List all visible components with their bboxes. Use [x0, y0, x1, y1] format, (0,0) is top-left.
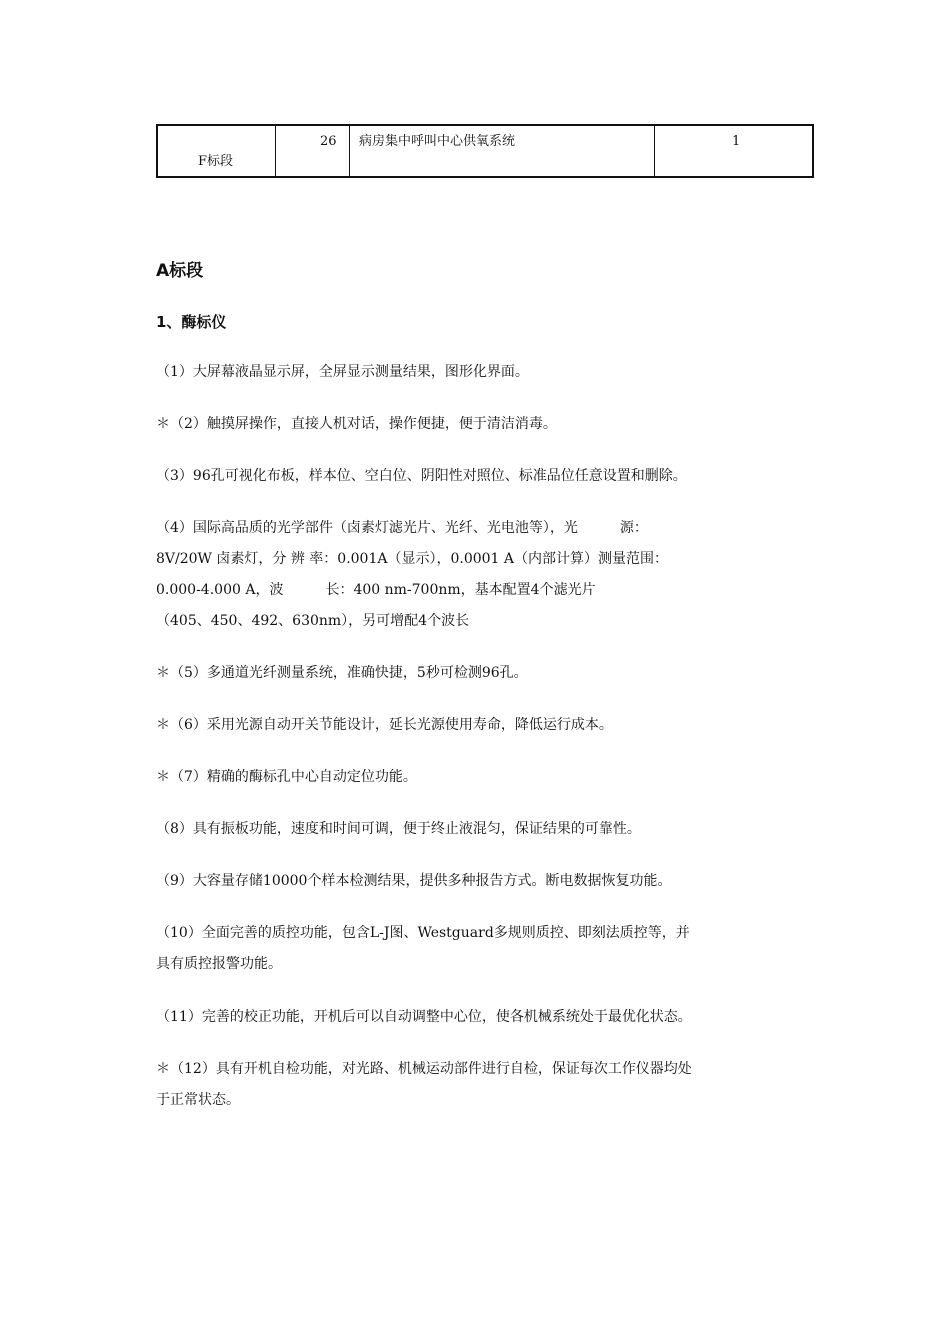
paragraph-line: ＊（5）多通道光纤测量系统，准确快捷，5秒可检测96孔。	[156, 665, 528, 681]
paragraph	[156, 762, 796, 793]
table-cell-segment: F标段	[198, 154, 234, 169]
paragraph	[156, 461, 796, 492]
paragraph	[156, 814, 796, 845]
items-table	[156, 124, 814, 178]
section-title: A标段	[156, 261, 204, 281]
table-divider	[654, 126, 655, 176]
paragraph	[156, 409, 796, 440]
paragraph	[156, 710, 796, 741]
paragraph	[156, 1054, 796, 1116]
paragraph-line: （10）全面完善的质控功能，包含L-J图、Westguard多规则质控、即刻法质控等，并	[156, 925, 690, 941]
table-cell-number: 26	[320, 134, 337, 149]
table-cell-quantity: 1	[732, 134, 741, 149]
paragraph	[156, 1002, 796, 1033]
paragraph-line: 于正常状态。	[156, 1092, 240, 1108]
paragraph	[156, 918, 796, 980]
paragraph-line: ＊（6）采用光源自动开关节能设计，延长光源使用寿命，降低运行成本。	[156, 717, 613, 733]
paragraph-line: ＊（12）具有开机自检功能，对光路、机械运动部件进行自检，保证每次工作仪器均处	[156, 1061, 692, 1077]
paragraph-line: （405、450、492、630nm），另可增配4个波长	[156, 613, 470, 629]
paragraph-line: （1）大屏幕液晶显示屏，全屏显示测量结果，图形化界面。	[156, 364, 529, 380]
paragraph-line: （11）完善的校正功能，开机后可以自动调整中心位，使各机械系统处于最优化状态。	[156, 1009, 692, 1025]
paragraph-line: ＊（7）精确的酶标孔中心自动定位功能。	[156, 769, 417, 785]
paragraph-line: （3）96孔可视化布板，样本位、空白位、阴阳性对照位、标准品位任意设置和删除。	[156, 468, 687, 484]
paragraph-line: 具有质控报警功能。	[156, 956, 282, 972]
table-divider	[349, 126, 350, 176]
paragraph	[156, 513, 796, 637]
paragraph-line: （9）大容量存储10000个样本检测结果，提供多种报告方式。断电数据恢复功能。	[156, 873, 672, 889]
paragraph-line: （4）国际高品质的光学部件（卤素灯滤光片、光纤、光电池等），光 源：	[156, 520, 648, 536]
paragraph-line: 0.000-4.000 A，波 长：400 nm-700nm，基本配置4个滤光片	[156, 582, 596, 598]
paragraph	[156, 658, 796, 689]
paragraph-line: ＊（2）触摸屏操作，直接人机对话，操作便捷，便于清洁消毒。	[156, 416, 557, 432]
table-cell-name: 病房集中呼叫中心供氧系统	[359, 134, 516, 149]
table-divider	[275, 126, 276, 176]
paragraph	[156, 866, 796, 897]
paragraph-line: 8V/20W 卤素灯，分 辨 率：0.001A（显示），0.0001 A（内部计算）测量范围：	[156, 551, 669, 567]
item-title: 1、酶标仪	[156, 313, 227, 331]
paragraph	[156, 357, 796, 388]
paragraph-line: （8）具有振板功能，速度和时间可调，便于终止液混匀，保证结果的可靠性。	[156, 821, 641, 837]
